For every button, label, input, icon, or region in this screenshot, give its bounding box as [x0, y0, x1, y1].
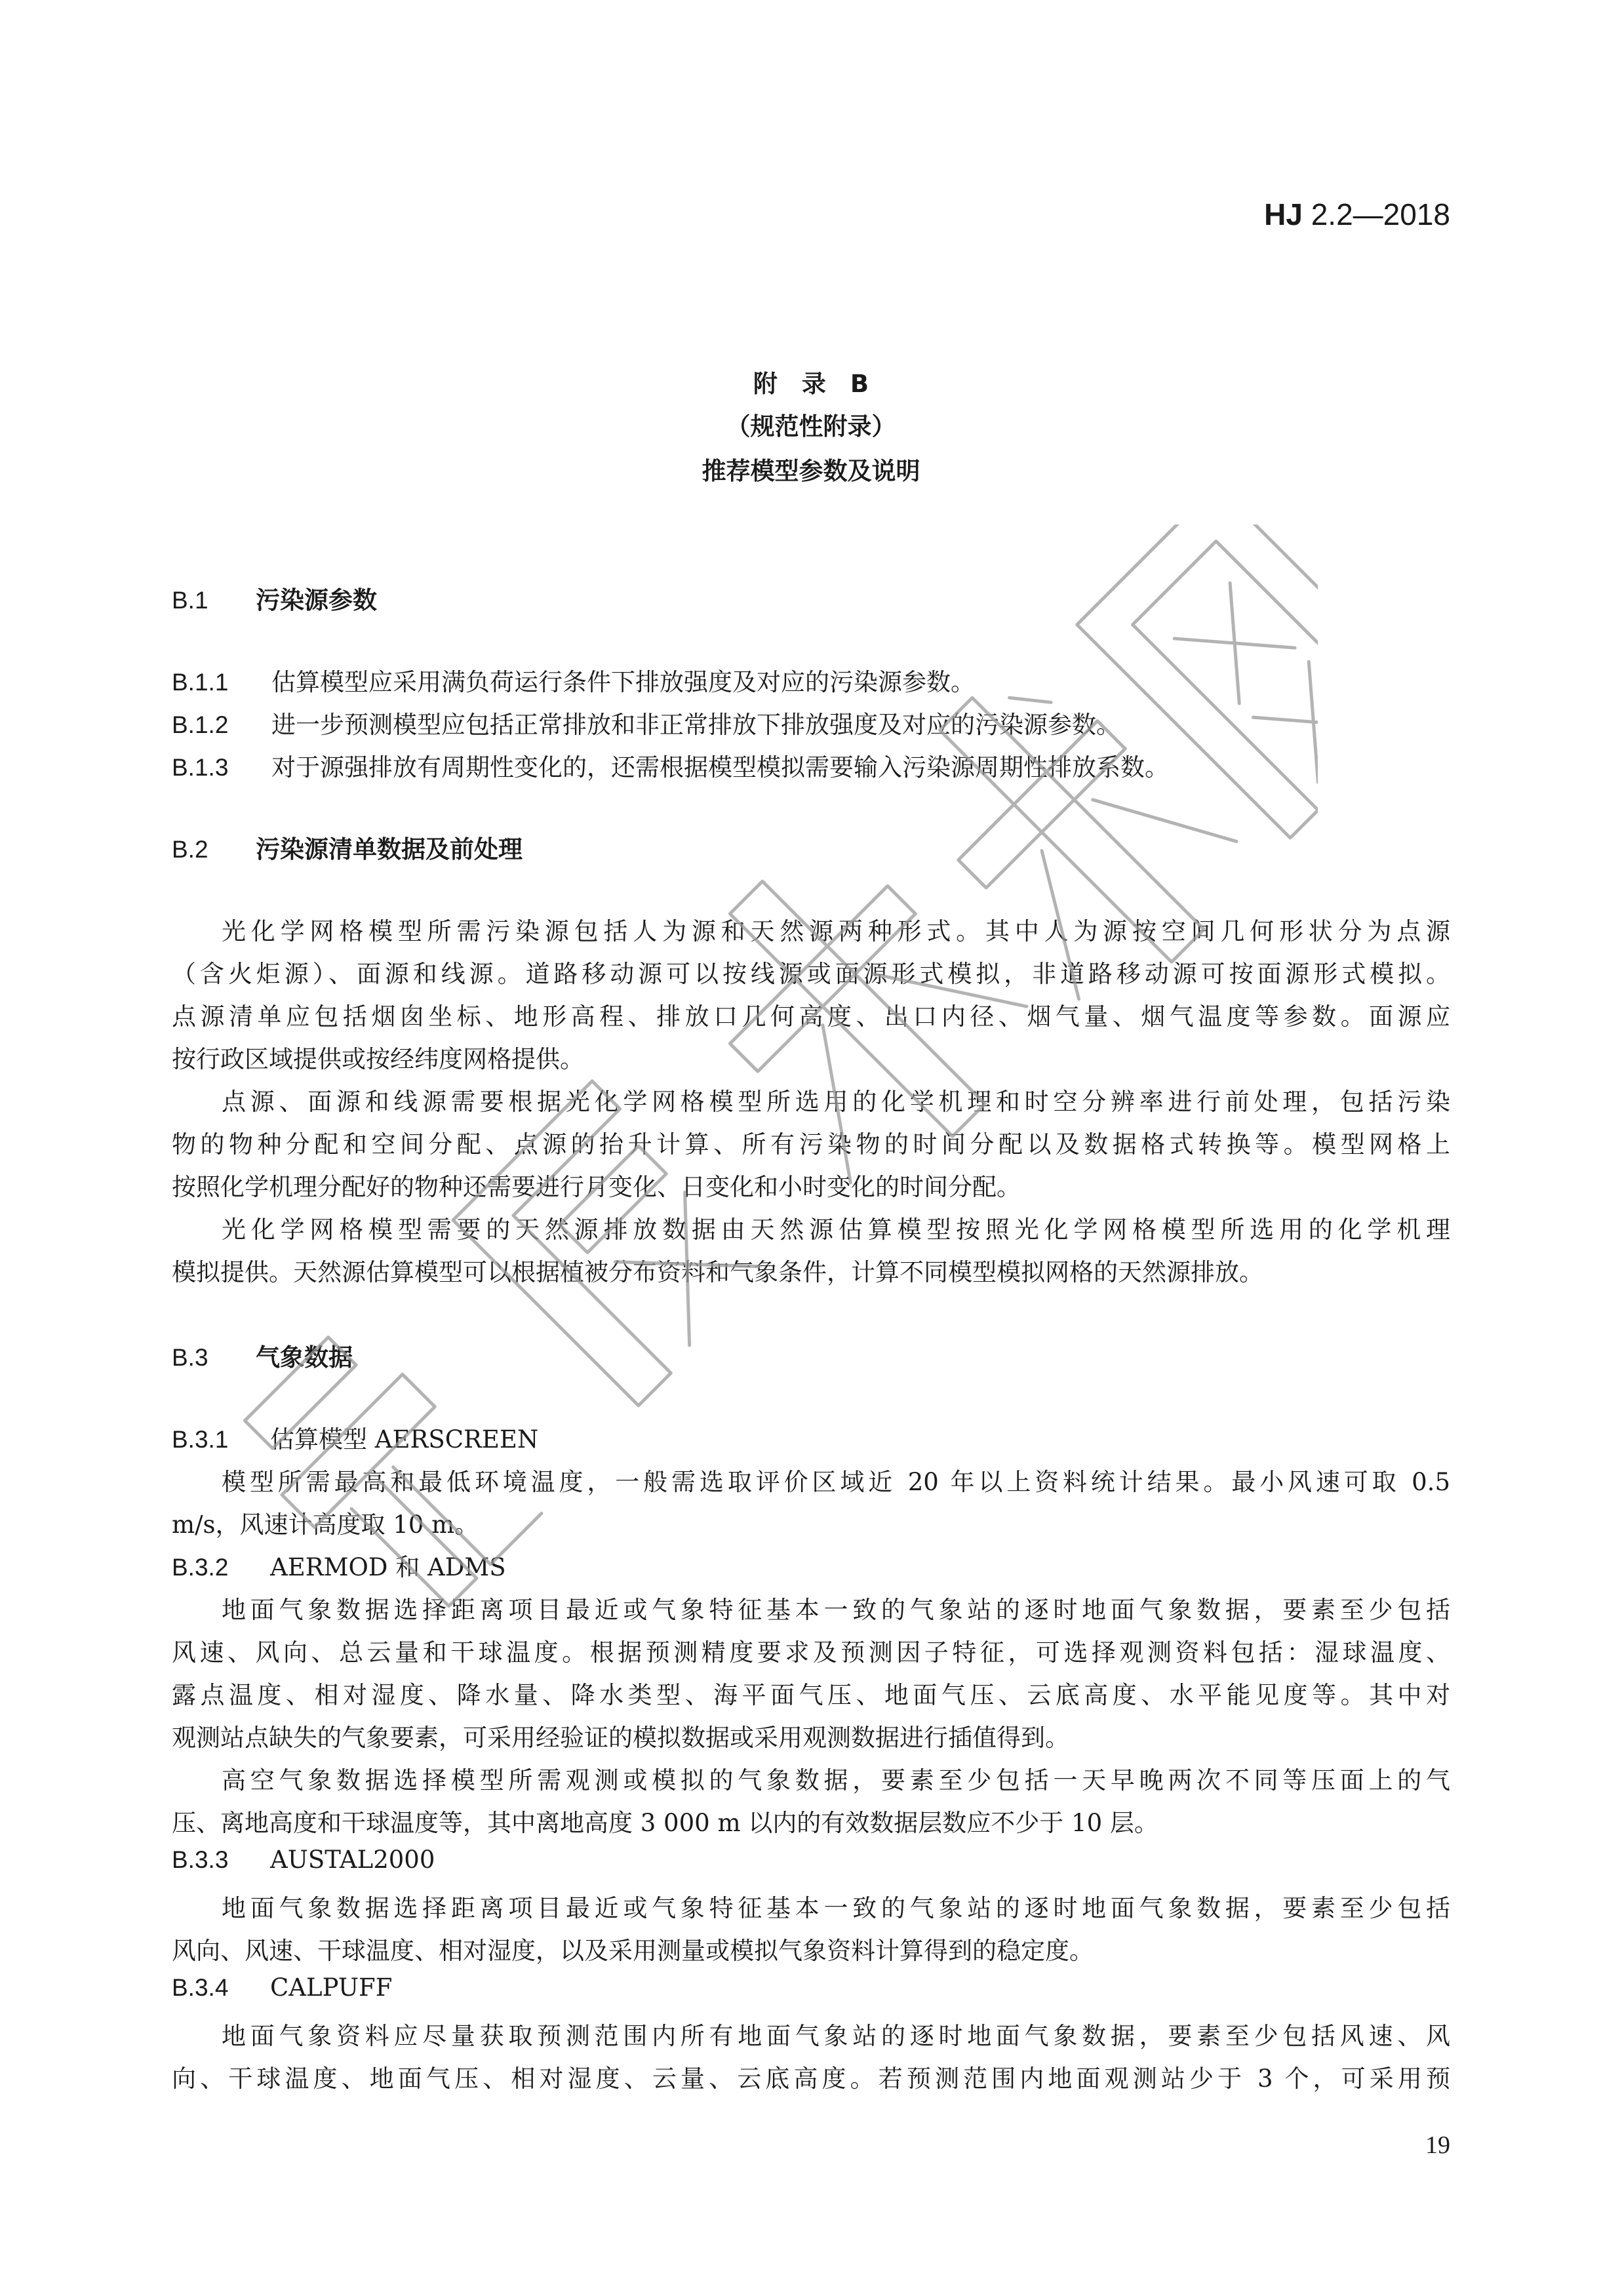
- subsection-b3-1: B.3.1 估算模型 AERSCREEN: [172, 1425, 539, 1454]
- paragraph-line: 风速、风向、总云量和干球温度。根据预测精度要求及预测因子特征，可选择观测资料包括：湿球温度、: [172, 1638, 1450, 1667]
- paragraph-line: 露点温度、相对湿度、降水量、降水类型、海平面气压、地面气压、云底高度、水平能见度等。其中对: [172, 1681, 1450, 1709]
- appendix-title: 推荐模型参数及说明: [702, 457, 920, 485]
- paragraph-line: 光化学网格模型所需污染源包括人为源和天然源两种形式。其中人为源按空间几何形状分为点源: [222, 917, 1450, 945]
- paragraph-line: 按照化学机理分配好的物种还需要进行月变化、日变化和小时变化的时间分配。: [172, 1173, 1021, 1201]
- paragraph-line: 光化学网格模型需要的天然源排放数据由天然源估算模型按照光化学网格模型所选用的化学机理: [222, 1216, 1450, 1244]
- subsection-b3-3: B.3.3 AUSTAL2000: [172, 1846, 435, 1874]
- subsection-b3-4: B.3.4 CALPUFF: [172, 1973, 393, 2002]
- paragraph-line: 高空气象数据选择模型所需观测或模拟的气象数据，要素至少包括一天早晚两次不同等压面上的气: [222, 1766, 1450, 1794]
- paragraph-line: 观测站点缺失的气象要素，可采用经验证的模拟数据或采用观测数据进行插值得到。: [172, 1724, 1069, 1752]
- clause-b1-3: B.1.3 对于源强排放有周期性变化的，还需根据模型模拟需要输入污染源周期性排放系数。: [172, 753, 1169, 782]
- paragraph-line: 模型所需最高和最低环境温度，一般需选取评价区域近 20 年以上资料统计结果。最小风速可取 0.5: [222, 1468, 1450, 1496]
- paragraph-line: 点源清单应包括烟囱坐标、地形高程、排放口几何高度、出口内径、烟气量、烟气温度等参数。面源应: [172, 1002, 1450, 1031]
- page-number: 19: [1425, 2131, 1450, 2159]
- subsection-b3-2: B.3.2 AERMOD 和 ADMS: [172, 1553, 506, 1581]
- clause-b1-1: B.1.1 估算模型应采用满负荷运行条件下排放强度及对应的污染源参数。: [172, 668, 975, 696]
- doc-prefix: HJ: [1264, 197, 1303, 231]
- paragraph-line: m/s，风速计高度取 10 m。: [172, 1511, 479, 1539]
- paragraph-line: 模拟提供。天然源估算模型可以根据植被分布资料和气象条件，计算不同模型模拟网格的天然源排放。: [172, 1258, 1263, 1286]
- paragraph-line: 地面气象数据选择距离项目最近或气象特征基本一致的气象站的逐时地面气象数据，要素至少包括: [222, 1596, 1450, 1624]
- appendix-type: （规范性附录）: [726, 412, 896, 441]
- paragraph-line: 风向、风速、干球温度、相对湿度，以及采用测量或模拟气象资料计算得到的稳定度。: [172, 1937, 1094, 1965]
- paragraph-line: 按行政区域提供或按经纬度网格提供。: [172, 1045, 584, 1073]
- section-heading-b1: B.1 污染源参数: [172, 586, 377, 614]
- appendix-label: 附 录 B: [753, 370, 869, 398]
- doc-number: 2.2—2018: [1311, 197, 1450, 231]
- paragraph-line: 地面气象资料应尽量获取预测范围内所有地面气象站的逐时地面气象数据，要素至少包括风速、风: [222, 2022, 1450, 2050]
- paragraph-line: 物的物种分配和空间分配、点源的抬升计算、所有污染物的时间分配以及数据格式转换等。模型网格上: [172, 1130, 1450, 1158]
- clause-b1-2: B.1.2 进一步预测模型应包括正常排放和非正常排放下排放强度及对应的污染源参数。: [172, 711, 1120, 739]
- paragraph-line: （含火炬源）、面源和线源。道路移动源可以按线源或面源形式模拟，非道路移动源可按面源形式模拟。: [172, 960, 1450, 988]
- paragraph-line: 压、离地高度和干球温度等，其中离地高度 3 000 m 以内的有效数据层数应不少于 10 层。: [172, 1809, 1158, 1837]
- section-heading-b3: B.3 气象数据: [172, 1343, 353, 1372]
- document-number: [1264, 197, 1450, 232]
- paragraph-line: 地面气象数据选择距离项目最近或气象特征基本一致的气象站的逐时地面气象数据，要素至少包括: [222, 1894, 1450, 1922]
- paragraph-line: 点源、面源和线源需要根据光化学网格模型所选用的化学机理和时空分辨率进行前处理，包括污染: [222, 1088, 1450, 1116]
- paragraph-line: 向、干球温度、地面气压、相对湿度、云量、云底高度。若预测范围内地面观测站少于 3 个，可采用预: [172, 2065, 1450, 2093]
- section-heading-b2: B.2 污染源清单数据及前处理: [172, 835, 523, 863]
